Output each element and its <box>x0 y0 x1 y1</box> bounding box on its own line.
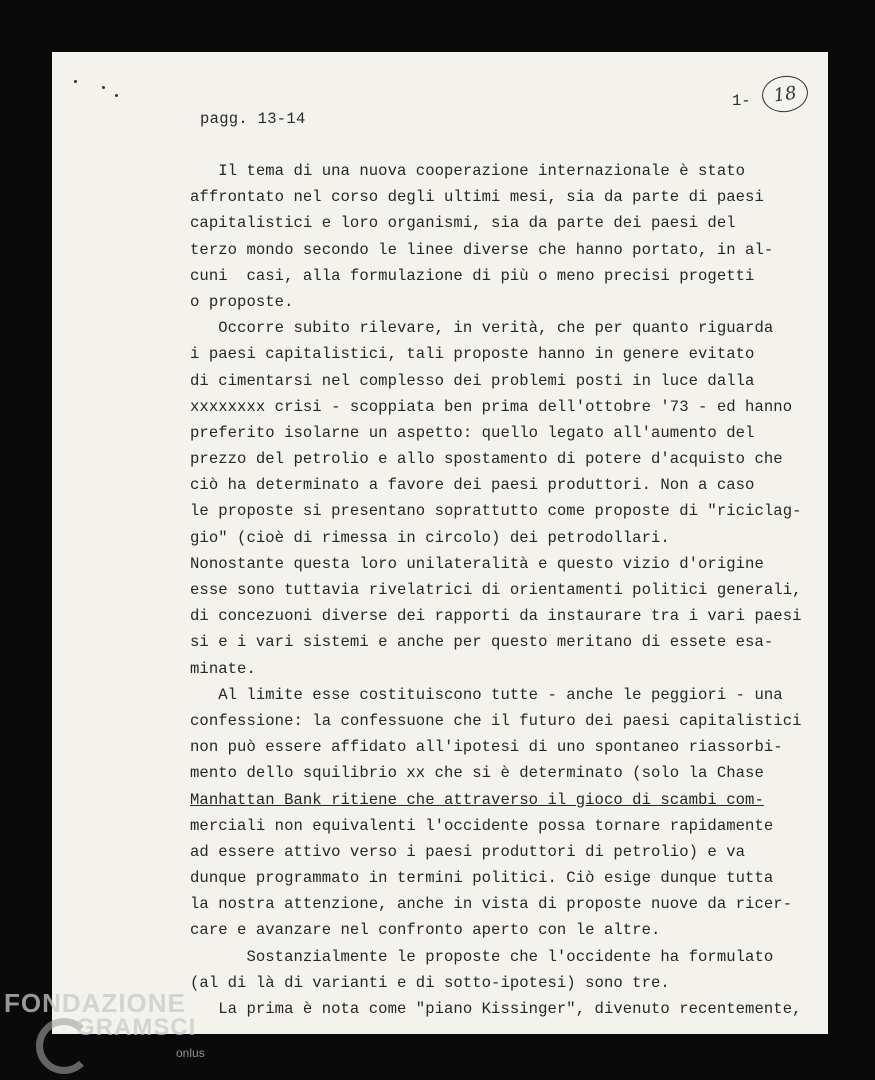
text-line: esse sono tuttavia rivelatrici di orientamenti politici generali, <box>190 581 802 599</box>
typewritten-body <box>190 158 828 1022</box>
page-reference: pagg. 13-14 <box>200 110 306 128</box>
document-page <box>52 52 828 1034</box>
text-line: gio" (cioè di rimessa in circolo) dei petrodollari. <box>190 528 670 547</box>
foundation-watermark-logo <box>4 984 254 1080</box>
archive-number-stamp: 18 <box>760 73 811 115</box>
text-line: prezzo del petrolio e allo spostamento di potere d'acquisto che <box>190 450 783 469</box>
text-line: i paesi capitalistici, tali proposte hanno in genere evitato <box>190 345 755 364</box>
text-line: di concezuoni diverse dei rapporti da instaurare tra i vari paesi <box>190 607 802 626</box>
text-line: Al limite esse costituiscono tutte - anche le peggiori - una <box>190 685 783 704</box>
text-line: di cimentarsi nel complesso dei problemi posti in luce dalla <box>190 371 755 390</box>
text-line-underlined: Manhattan Bank ritiene che attraverso il gioco di scambi com- <box>190 790 764 809</box>
text-line: Sostanzialmente le proposte che l'occidente ha formulato <box>190 947 774 966</box>
text-line: ad essere attivo verso i paesi produttori di petrolio) e va <box>190 842 746 861</box>
text-line: o proposte. <box>190 292 294 311</box>
text-line: care e avanzare nel confronto aperto con le altre. <box>190 921 661 940</box>
text-line: ciò ha determinato a favore dei paesi produttori. Non a caso <box>190 476 755 495</box>
text-line: La prima è nota come "piano Kissinger", divenuto recentemente, <box>190 1000 802 1018</box>
text-line: confessione: la confessuone che il futuro dei paesi capitalistici <box>190 711 802 730</box>
text-line: Occorre subito rilevare, in verità, che per quanto riguarda <box>190 319 774 338</box>
text-line: si e i vari sistemi e anche per questo meritano di essete esa- <box>190 633 774 652</box>
text-line: Nonostante questa loro unilateralità e questo vizio d'origine <box>190 554 764 573</box>
page-number: 1- <box>732 92 751 110</box>
text-line: non può essere affidato all'ipotesi di uno spontaneo riassorbi- <box>190 738 783 757</box>
text-line: xxxxxxxx crisi - scoppiata ben prima dell'ottobre '73 - ed hanno <box>190 397 793 416</box>
watermark-line3: onlus <box>176 1046 205 1060</box>
text-line: le proposte si presentano soprattutto come proposte di "riciclag- <box>190 502 802 521</box>
text-line: la nostra attenzione, anche in vista di proposte nuove da ricer- <box>190 895 793 914</box>
watermark-line2: GRAMSCI <box>76 1014 197 1041</box>
text-line: Il tema di una nuova cooperazione internazionale è stato <box>190 162 746 180</box>
text-line: (al di là di varianti e di sotto-ipotesi) sono tre. <box>190 973 670 992</box>
text-line: cuni casi, alla formulazione di più o meno precisi progetti <box>190 266 755 285</box>
text-line: minate. <box>190 659 256 678</box>
watermark-line1: FONDAZIONE <box>4 988 186 1018</box>
text-line: terzo mondo secondo le linee diverse che hanno portato, in al- <box>190 240 774 259</box>
text-line: mento dello squilibrio xx che si è determinato (solo la Chase <box>190 764 764 783</box>
text-line: dunque programmato in termini politici. Ciò esige dunque tutta <box>190 869 774 888</box>
text-line: capitalistici e loro organismi, sia da parte dei paesi del <box>190 214 736 233</box>
text-line: affrontato nel corso degli ultimi mesi, sia da parte di paesi <box>190 188 764 207</box>
text-line: merciali non equivalenti l'occidente possa tornare rapidamente <box>190 816 774 835</box>
text-line: preferito isolarne un aspetto: quello legato all'aumento del <box>190 423 755 442</box>
